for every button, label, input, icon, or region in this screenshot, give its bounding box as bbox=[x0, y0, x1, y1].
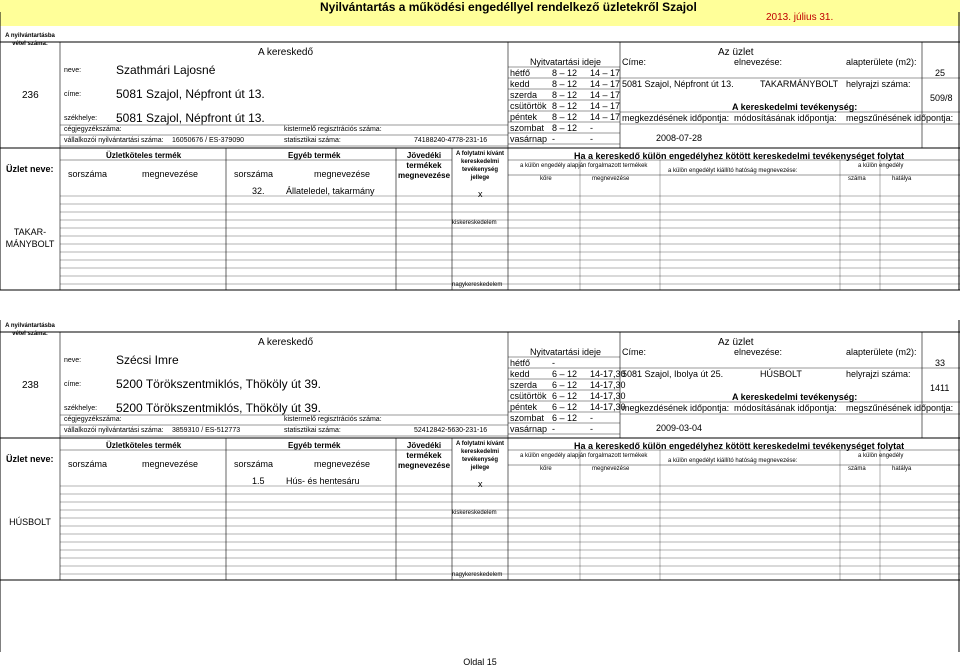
scope-label: köre bbox=[540, 466, 552, 472]
trader-seat-label: székhelye: bbox=[64, 115, 98, 122]
permit-label: a külön engedély bbox=[858, 163, 904, 169]
other-product-sequence: 32. bbox=[252, 186, 265, 196]
hours-afternoon: 14 – 17 bbox=[590, 90, 621, 100]
trader-name: Szathmári Lajosné bbox=[116, 63, 216, 77]
hours-morning: 6 – 12 bbox=[552, 391, 578, 401]
start-date: 2008-07-28 bbox=[656, 133, 703, 143]
intended-label: A folytatni kívánt kereskedelmi tevékenység jellege bbox=[455, 151, 505, 181]
parcel-number: 1411 bbox=[930, 383, 950, 393]
mod-time-label: módosításának időpontja: bbox=[734, 113, 837, 123]
shop-heading: Az üzlet bbox=[718, 47, 754, 58]
company-reg-label: cégjegyzékszáma: bbox=[64, 416, 122, 423]
hours-afternoon: 14 – 17 bbox=[590, 101, 621, 111]
hours-afternoon: 14-17,30 bbox=[590, 402, 626, 412]
hours-afternoon: 14-17,30 bbox=[590, 391, 626, 401]
small-producer-label: kistermelő regisztrációs száma: bbox=[284, 126, 382, 133]
floor-area: 25 bbox=[935, 68, 946, 78]
activity-label: A kereskedelmi tevékenység: bbox=[732, 102, 858, 112]
permit-products-label: a külön engedély alapján forgalmazott termékek bbox=[520, 453, 648, 459]
trader-seat: 5081 Szajol, Népfront út 13. bbox=[116, 111, 265, 125]
other-products-label: Egyéb termék bbox=[288, 441, 341, 450]
trader-name: Szécsi Imre bbox=[116, 353, 179, 367]
shop-name-row-label: Üzlet neve: bbox=[6, 164, 54, 174]
reg-number-label: A nyilvántartásba vétel száma: bbox=[5, 323, 55, 337]
trader-address-label: címe: bbox=[64, 91, 82, 98]
trader-heading: A kereskedő bbox=[258, 337, 314, 348]
other-sequence-label: sorszáma bbox=[234, 459, 274, 469]
entrepreneur-label: vállalkozói nyilvántartási száma: bbox=[64, 137, 164, 144]
trader-name-label: neve: bbox=[64, 67, 82, 74]
permit-products-label: a külön engedély alapján forgalmazott termékek bbox=[520, 163, 648, 169]
reg-number-label: A nyilvántartásba vétel száma: bbox=[5, 33, 55, 47]
reg-number: 238 bbox=[22, 380, 39, 391]
permit-label: a külön engedély bbox=[858, 453, 904, 459]
retail-label: kiskereskedelem bbox=[452, 510, 497, 516]
hours-morning: 8 – 12 bbox=[552, 123, 578, 133]
validity-label: hatálya bbox=[892, 176, 912, 182]
shop-name: HÚSBOLT bbox=[760, 369, 802, 379]
number-label: száma bbox=[848, 466, 866, 472]
validity-label: hatálya bbox=[892, 466, 912, 472]
products-label: Üzletköteles termék bbox=[106, 441, 182, 450]
entrepreneur-label: vállalkozói nyilvántartási száma: bbox=[64, 427, 164, 434]
shop-address: 5081 Szajol, Népfront út 13. bbox=[622, 79, 734, 89]
shop-address-label: Címe: bbox=[622, 57, 647, 67]
intended-mark: x bbox=[478, 189, 483, 199]
start-date: 2009-03-04 bbox=[656, 423, 703, 433]
day-label: csütörtök bbox=[510, 101, 547, 111]
trader-seat: 5200 Törökszentmiklós, Thököly út 39. bbox=[116, 401, 321, 415]
other-designation-label: megnevezése bbox=[314, 459, 371, 469]
products-sequence-label: sorszáma bbox=[68, 459, 108, 469]
shop-address-label: Címe: bbox=[622, 347, 647, 357]
other-product-sequence: 1.5 bbox=[252, 476, 265, 486]
floor-area-label: alapterülete (m2): bbox=[846, 57, 917, 67]
shop-name-value: HÚSBOLT bbox=[9, 517, 51, 527]
trader-seat-label: székhelye: bbox=[64, 405, 98, 412]
statistical-number: 52412842-5630-231-16 bbox=[414, 427, 488, 434]
hours-morning: 8 – 12 bbox=[552, 68, 578, 78]
report-date: 2013. július 31. bbox=[766, 12, 834, 23]
shop-name-value: TAKAR- MÁNYBOLT bbox=[5, 227, 55, 249]
day-label: szombat bbox=[510, 413, 545, 423]
products-sequence-label: sorszáma bbox=[68, 169, 108, 179]
statistical-number: 74188240-4778-231-16 bbox=[414, 137, 488, 144]
day-label: szombat bbox=[510, 123, 545, 133]
hours-afternoon: 14 – 17 bbox=[590, 68, 621, 78]
parcel-number: 509/8 bbox=[930, 93, 953, 103]
shop-name-label: elnevezése: bbox=[734, 57, 783, 67]
hours-morning: - bbox=[552, 358, 555, 368]
trader-name-label: neve: bbox=[64, 357, 82, 364]
products-label: Üzletköteles termék bbox=[106, 151, 182, 160]
opening-hours-label: Nyitvatartási ideje bbox=[530, 57, 602, 67]
trader-address: 5081 Szajol, Népfront út 13. bbox=[116, 87, 265, 101]
shop-address: 5081 Szajol, Ibolya út 25. bbox=[622, 369, 724, 379]
day-label: péntek bbox=[510, 112, 538, 122]
hours-afternoon: 14-17,30 bbox=[590, 380, 626, 390]
retail-label: kiskereskedelem bbox=[452, 220, 497, 226]
other-sequence-label: sorszáma bbox=[234, 169, 274, 179]
reg-number: 236 bbox=[22, 90, 39, 101]
entrepreneur-number: 16050676 / ES-379090 bbox=[172, 137, 245, 144]
start-time-label: megkezdésének időpontja: bbox=[622, 403, 730, 413]
day-label: csütörtök bbox=[510, 391, 547, 401]
designation-sub-label: megnevezése bbox=[592, 176, 630, 182]
wholesale-label: nagykereskedelem bbox=[452, 572, 503, 578]
floor-area: 33 bbox=[935, 358, 946, 368]
other-product-name: Állateledel, takarmány bbox=[286, 186, 375, 196]
issuing-authority-label: a külön engedélyt kiállító hatóság megnevezése: bbox=[668, 168, 798, 174]
hours-afternoon: - bbox=[590, 413, 593, 423]
shop-heading: Az üzlet bbox=[718, 337, 754, 348]
day-label: szerda bbox=[510, 90, 538, 100]
small-producer-label: kistermelő regisztrációs száma: bbox=[284, 416, 382, 423]
activity-label: A kereskedelmi tevékenység: bbox=[732, 392, 858, 402]
hours-afternoon: - bbox=[590, 123, 593, 133]
intended-mark: x bbox=[478, 479, 483, 489]
excise-label: Jövedéki termékek megnevezése bbox=[397, 441, 451, 470]
page-header bbox=[0, 0, 960, 26]
hours-morning: 8 – 12 bbox=[552, 79, 578, 89]
day-label: hétfő bbox=[510, 68, 531, 78]
hours-morning: 6 – 12 bbox=[552, 413, 578, 423]
page-title: Nyilvántartás a működési engedéllyel rendelkező üzletekről Szajol bbox=[320, 0, 697, 14]
hours-morning: 8 – 12 bbox=[552, 112, 578, 122]
hours-afternoon: 14 – 17 bbox=[590, 112, 621, 122]
intended-label: A folytatni kívánt kereskedelmi tevékenység jellege bbox=[455, 441, 505, 471]
end-time-label: megszűnésének időpontja: bbox=[846, 403, 954, 413]
page-number: Oldal 15 bbox=[463, 657, 497, 667]
shop-name: TAKARMÁNYBOLT bbox=[760, 79, 839, 89]
floor-area-label: alapterülete (m2): bbox=[846, 347, 917, 357]
number-label: száma bbox=[848, 176, 866, 182]
special-permit-label: Ha a kereskedő külön engedélyhez kötött kereskedelmi tevékenységet folytat bbox=[574, 441, 905, 451]
excise-label: Jövedéki termékek megnevezése bbox=[397, 151, 451, 180]
products-designation-label: megnevezése bbox=[142, 169, 199, 179]
entrepreneur-number: 3859310 / ES-512773 bbox=[172, 427, 241, 434]
end-time-label: megszűnésének időpontja: bbox=[846, 113, 954, 123]
day-label: vasárnap bbox=[510, 424, 548, 434]
day-label: kedd bbox=[510, 369, 530, 379]
hours-afternoon: 14-17,30 bbox=[590, 369, 626, 379]
hours-morning: 6 – 12 bbox=[552, 369, 578, 379]
hours-morning: 8 – 12 bbox=[552, 101, 578, 111]
trader-address-label: címe: bbox=[64, 381, 82, 388]
start-time-label: megkezdésének időpontja: bbox=[622, 113, 730, 123]
hours-afternoon: - bbox=[590, 424, 593, 434]
hours-morning: - bbox=[552, 134, 555, 144]
hours-morning: 6 – 12 bbox=[552, 402, 578, 412]
special-permit-label: Ha a kereskedő külön engedélyhez kötött kereskedelmi tevékenységet folytat bbox=[574, 151, 905, 161]
other-products-label: Egyéb termék bbox=[288, 151, 341, 160]
scope-label: köre bbox=[540, 176, 552, 182]
shop-name-row-label: Üzlet neve: bbox=[6, 454, 54, 464]
day-label: szerda bbox=[510, 380, 538, 390]
trader-address: 5200 Törökszentmiklós, Thököly út 39. bbox=[116, 377, 321, 391]
statistical-label: statisztikai száma: bbox=[284, 137, 341, 144]
products-designation-label: megnevezése bbox=[142, 459, 199, 469]
mod-time-label: módosításának időpontja: bbox=[734, 403, 837, 413]
other-designation-label: megnevezése bbox=[314, 169, 371, 179]
statistical-label: statisztikai száma: bbox=[284, 427, 341, 434]
designation-sub-label: megnevezése bbox=[592, 466, 630, 472]
day-label: kedd bbox=[510, 79, 530, 89]
day-label: péntek bbox=[510, 402, 538, 412]
trader-heading: A kereskedő bbox=[258, 47, 314, 58]
hours-afternoon: 14 – 17 bbox=[590, 79, 621, 89]
hours-morning: 8 – 12 bbox=[552, 90, 578, 100]
parcel-label: helyrajzi száma: bbox=[846, 79, 911, 89]
parcel-label: helyrajzi száma: bbox=[846, 369, 911, 379]
other-product-name: Hús- és hentesáru bbox=[286, 476, 360, 486]
hours-morning: - bbox=[552, 424, 555, 434]
issuing-authority-label: a külön engedélyt kiállító hatóság megnevezése: bbox=[668, 458, 798, 464]
shop-name-label: elnevezése: bbox=[734, 347, 783, 357]
day-label: vasárnap bbox=[510, 134, 548, 144]
company-reg-label: cégjegyzékszáma: bbox=[64, 126, 122, 133]
hours-afternoon: - bbox=[590, 134, 593, 144]
day-label: hétfő bbox=[510, 358, 531, 368]
hours-morning: 6 – 12 bbox=[552, 380, 578, 390]
wholesale-label: nagykereskedelem bbox=[452, 282, 503, 288]
opening-hours-label: Nyitvatartási ideje bbox=[530, 347, 602, 357]
